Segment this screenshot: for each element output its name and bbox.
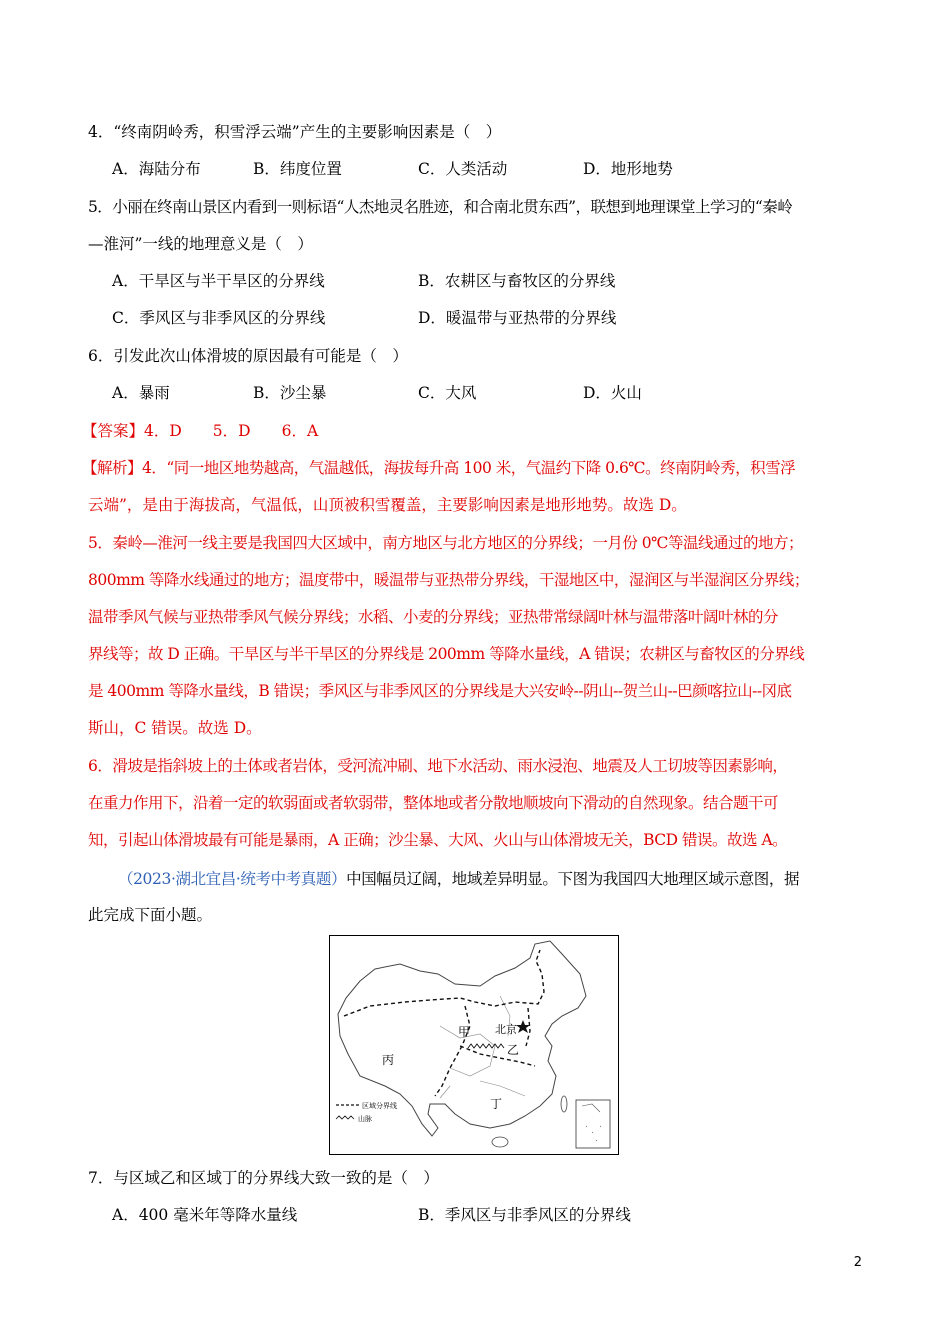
- analysis-6-line: 6．滑坡是指斜坡上的土体或者岩体，受河流冲刷、地下水活动、雨水浸泡、地震及人工切坡等因素影响，: [88, 757, 788, 775]
- china-regions-map: [329, 935, 619, 1155]
- q5-option-a: A．干旱区与半干旱区的分界线: [112, 272, 325, 290]
- q4-option-a: A．海陆分布: [112, 160, 201, 178]
- q7-option-b: B．季风区与非季风区的分界线: [418, 1206, 631, 1224]
- q7-option-a: A．400 毫米年等降水量线: [112, 1206, 298, 1224]
- analysis-5-line: 是 400mm 等降水量线，B 错误；季风区与非季风区的分界线是大兴安岭--阴山--贺兰山--巴颜喀拉山--冈底: [88, 682, 792, 700]
- q6-option-c: C．大风: [418, 384, 477, 402]
- analysis-5-line: 斯山，C 错误。故选 D。: [88, 719, 262, 737]
- intro-source: （2023·湖北宜昌·统考中考真题）: [118, 870, 347, 888]
- q6-option-d: D．火山: [583, 384, 642, 402]
- q6-option-b: B．沙尘暴: [253, 384, 327, 402]
- map-svg: [330, 936, 618, 1154]
- label-bing: 丙: [382, 1053, 395, 1067]
- analysis-5-line: 界线等；故 D 正确。干旱区与半干旱区的分界线是 200mm 等降水量线，A 错误；农耕区与畜牧区的分界线: [88, 645, 805, 663]
- analysis-5-line: 温带季风气候与亚热带季风气候分界线；水稻、小麦的分界线；亚热带常绿阔叶林与温带落叶阔叶林的分: [88, 608, 779, 626]
- q5-stem-line1: 5．小丽在终南山景区内看到一则标语“人杰地灵名胜迹，和合南北贯东西”，联想到地理课堂上学习的“秦岭: [88, 198, 793, 216]
- beijing-star-icon: [516, 1020, 530, 1033]
- boundary-qinghai-tibet: [435, 1006, 470, 1096]
- label-jia: 甲: [458, 1025, 471, 1039]
- page-number: 2: [853, 1255, 862, 1270]
- label-ding: 丁: [490, 1097, 503, 1111]
- q5-option-d: D．暖温带与亚热带的分界线: [418, 309, 617, 327]
- intro-text: 中国幅员辽阔，地域差异明显。下图为我国四大地理区域示意图，据: [346, 870, 800, 888]
- label-yi: 乙: [507, 1043, 520, 1057]
- q5-stem-line2: —淮河”一线的地理意义是（ ）: [88, 235, 313, 253]
- legend-boundary: 区域分界线: [362, 1102, 397, 1110]
- south-china-sea-inset: [576, 1100, 610, 1148]
- intro-line1: [118, 868, 862, 890]
- q4-option-c: C．人类活动: [418, 160, 508, 178]
- analysis-5-line: 800mm 等降水线通过的地方；温度带中，暖温带与亚热带分界线，干湿地区中，湿润区与半湿润区分界线；: [88, 571, 809, 589]
- mountain-range-mark: [468, 1044, 504, 1048]
- analysis-6-line: 在重力作用下，沿着一定的软弱面或者软弱带，整体地或者分散地顺坡向下滑动的自然现象。结合题干可: [88, 794, 779, 812]
- q4-option-b: B．纬度位置: [253, 160, 342, 178]
- analysis-4-line1: 【解析】4．“同一地区地势越高，气温越低，海拔每升高 100 米，气温约下降 0.6℃。终南阴岭秀，积雪浮: [82, 459, 796, 477]
- legend-mountain: 山脉: [358, 1115, 372, 1123]
- answer-line: 【答案】4．D 5．D 6．A: [82, 422, 319, 440]
- q5-option-b: B．农耕区与畜牧区的分界线: [418, 272, 616, 290]
- q7-stem: 7．与区域乙和区域丁的分界线大致一致的是（ ）: [88, 1169, 439, 1187]
- intro-line2: 此完成下面小题。: [88, 906, 213, 924]
- label-beijing: 北京: [495, 1023, 517, 1036]
- q4-option-d: D．地形地势: [583, 160, 673, 178]
- analysis-4-line2: 云端”，是由于海拔高，气温低，山顶被积雪覆盖，主要影响因素是地形地势。故选 D。: [88, 496, 687, 514]
- q5-option-c: C．季风区与非季风区的分界线: [112, 309, 326, 327]
- q4-stem: 4．“终南阴岭秀，积雪浮云端”产生的主要影响因素是（ ）: [88, 123, 502, 141]
- q6-stem: 6．引发此次山体滑坡的原因最有可能是（ ）: [88, 347, 408, 365]
- analysis-6-line: 知，引起山体滑坡最有可能是暴雨，A 正确；沙尘暴、大风、火山与山体滑坡无关，BCD 错误。故选 A。: [88, 831, 788, 849]
- analysis-5-line: 5．秦岭—淮河一线主要是我国四大区域中，南方地区与北方地区的分界线；一月份 0℃等温线通过的地方；: [88, 534, 803, 552]
- boundary-north-west: [344, 950, 544, 1016]
- q6-option-a: A．暴雨: [112, 384, 170, 402]
- boundary-qinling-huaihe: [460, 1046, 535, 1066]
